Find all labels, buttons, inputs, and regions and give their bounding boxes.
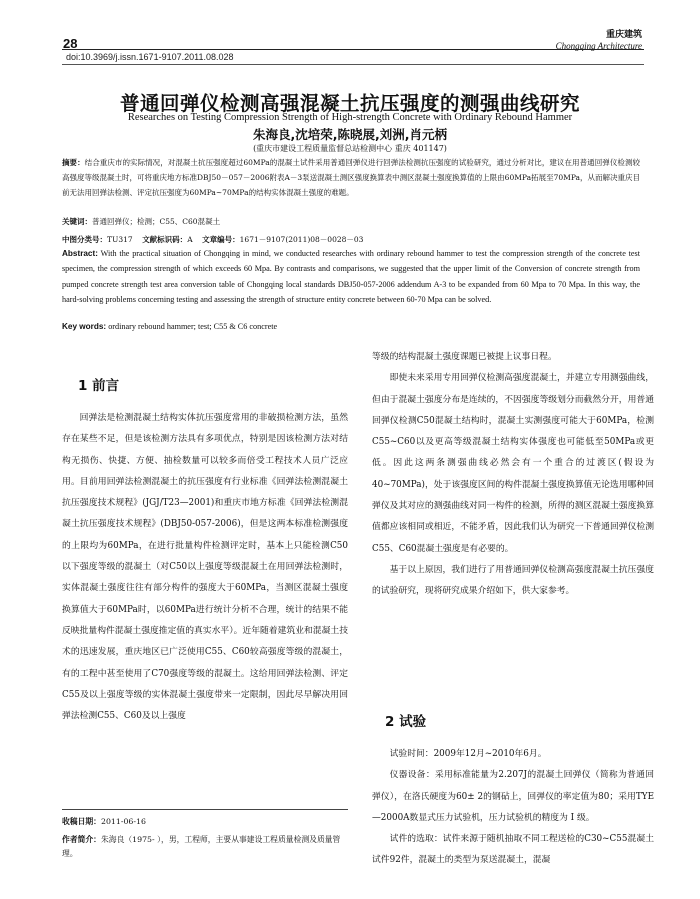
author-bio-text: 朱海良（1975- ），男，工程师，主要从事建设工程质量检测及质量管理。 [62,835,341,858]
doc-code-label: 文献标识码： [142,235,188,244]
author-bio [62,833,348,861]
doi[interactable]: doi:10.3969/j.issn.1671-9107.2011.08.028 [66,52,234,62]
abstract-en [62,246,640,308]
paragraph: 试件的选取：试件来源于随机抽取不同工程送检的C30~C55混凝土试件92件，混凝土的类型为泵送混凝土，混凝 [372,834,654,866]
classification-line [62,234,363,245]
journal-name-cn: 重庆建筑 [605,30,642,40]
keywords-en-text: ordinary rebound hammer; test; C55 & C6 concrete [108,322,278,331]
keywords-en [62,322,277,331]
abstract-cn [62,155,640,201]
author-bio-label: 作者简介： [62,835,101,844]
page-number: 28 [63,36,78,51]
paragraph: 仪器设备：采用标准能量为2.207J的混凝土回弹仪（简称为普通回弹仪），在洛氏硬度为60± 2的钢砧上，回弹仪的率定值为80；采用TYE—2000A数显式压力试验机，压力试验机的精度为 I 级。 [372,770,654,823]
clc-value: TU317 [107,235,133,244]
section-heading-introduction: 1 前言 [78,378,120,394]
article-number-value: 1671－9107(2011)08－0028－03 [239,235,364,244]
received-value: 2011-06-16 [100,817,146,826]
body-column-left [62,408,348,727]
keywords-cn-text: 普通回弹仪；检测；C55、C60混凝土 [92,217,221,226]
header-rule-lower [62,64,644,65]
footnote-rule [62,809,348,810]
abstract-en-text: With the practical situation of Chongqing in mind, we conducted researches with ordinary rebound hammer to test the compression strength of the concrete test specimen, the compression strength of which exceeds 60 Mpa. By contrasts and comparisons, we suggested that the upper limit of the Conversion of concrete strength from pumped concrete strength test area conversion table of Chongqing local standards DBJ50-057-2006 addendum A-3 to be expanded from 60 Mpa to 70 Mpa. In this way, the hard-solving problems concerning testing and assessing the strength of structure entity concrete between 60-70 Mpa can be solved. [62,249,640,305]
received-date [62,813,348,831]
keywords-cn [62,216,220,227]
paragraph-continued: 等级的结构混凝土强度课题已被提上议事日程。 [372,352,557,362]
received-label: 收稿日期： [62,817,101,826]
affiliation: (重庆市建设工程质量监督总站检测中心 重庆 401147) [253,144,447,153]
body-column-right [372,347,654,603]
keywords-cn-label: 关键词： [62,217,92,226]
footnote [62,813,348,861]
clc-label: 中图分类号： [62,235,107,244]
abstract-cn-text: 结合重庆市的实际情况，对混凝土抗压强度超过60MPa的混凝土试件采用普通回弹仪进行回弹法检测抗压强度的试验研究，通过分析对比，建议在用普通回弹仪检测较高强度等级混凝土时，可将重庆地方标准DBJ50－057－2006附表A－3泵送混凝土测区强度换算表中测区混凝土强度换算值的上限由60MPa拓展至70MPa，从而解决重庆目前无法用回弹法检测、评定抗压强度为60MPa~70MPa的结构实体混凝土强度的难题。 [62,158,640,198]
section-heading-experiment: 2 试验 [385,714,427,730]
paragraph: 试验时间：2009年12月~2010年6月。 [389,749,547,759]
doc-code-value: A [187,235,193,244]
body-column-right-lower [372,744,654,872]
title-cn: 普通回弹仪检测高强混凝土抗压强度的测强曲线研究 [119,92,580,115]
abstract-cn-label: 摘要： [62,158,85,167]
article-number-label: 文章编号： [202,235,240,244]
paragraph: 回弹法是检测混凝土结构实体抗压强度常用的非破损检测方法，虽然存在某些不足，但是该检测方法具有多项优点，特别是因该检测方法对结构无损伤、快捷、方便、抽检数量可以较多而倍受工程技术人员广泛应用。目前用回弹法检测混凝土的抗压强度有行业标准《回弹法检测混凝土抗压强度技术规程》(JGJ/T23—2001)和重庆市地方标准《回弹法检测混凝土抗压强度技术规程》(DBJ50-057-2006)，但是这两本标准检测强度的上限均为60MPa，在进行批量构件检测评定时，基本上只能检测C50以下强度等级的混凝土（对C50以上强度等级混凝土在用回弹法检测时，实体混凝土强度往往有部分构件的强度大于60MPa，当测区混凝土强度换算值大于60MPa时，以60MPa进行统计分析不合理，统计的结果不能反映批量构件混凝土强度推定值的真实水平）。近年随着建筑业和混凝土技术的迅速发展，重庆地区已广泛使用C55、C60较高强度等级的混凝土，有的工程中甚至使用了C70强度等级的混凝土。这给用回弹法检测、评定C55及以上强度等级的实体混凝土强度带来一定限制，因此尽早解决用回弹法检测C55、C60及以上强度 [62,413,348,722]
paragraph: 基于以上原因，我们进行了用普通回弹仪检测高强度混凝土抗压强度的试验研究，现将研究成果介绍如下，供大家参考。 [372,564,654,597]
title-en: Researches on Testing Compression Strength of High-strength Concrete with Ordinary Rebound Hammer [127,112,573,123]
paragraph: 即使未来采用专用回弹仪检测高强度混凝土，并建立专用测强曲线，但由于混凝土强度分布是连续的，不因强度等级划分而截然分开，用普通回弹仪检测C50混凝土结构时，混凝土实测强度可能大于60MPa，检测C55~C60以及更高等级混凝土结构实体强度也可能低至50MPa或更低。因此这两条测强曲线必然会有一个重合的过渡区(假设为40~70MPa)，处于该强度区间的构件混凝土强度换算值无论选用哪种回弹仪及其对应的测强曲线对同一构件的检测，所得的测区混凝土强度换算值都应该相同或相近，不能矛盾，因此我们认为研究一下普通回弹仪检测C55、C60混凝土强度是有必要的。 [372,373,654,554]
abstract-en-label: Abstract: [62,249,98,258]
authors: 朱海良,沈培荣,陈晓展,刘洲,肖元柄 [253,127,447,142]
header-rule [62,49,644,50]
keywords-en-label: Key words: [62,322,107,331]
journal-name-en: Chongqing Architecture [555,41,642,51]
